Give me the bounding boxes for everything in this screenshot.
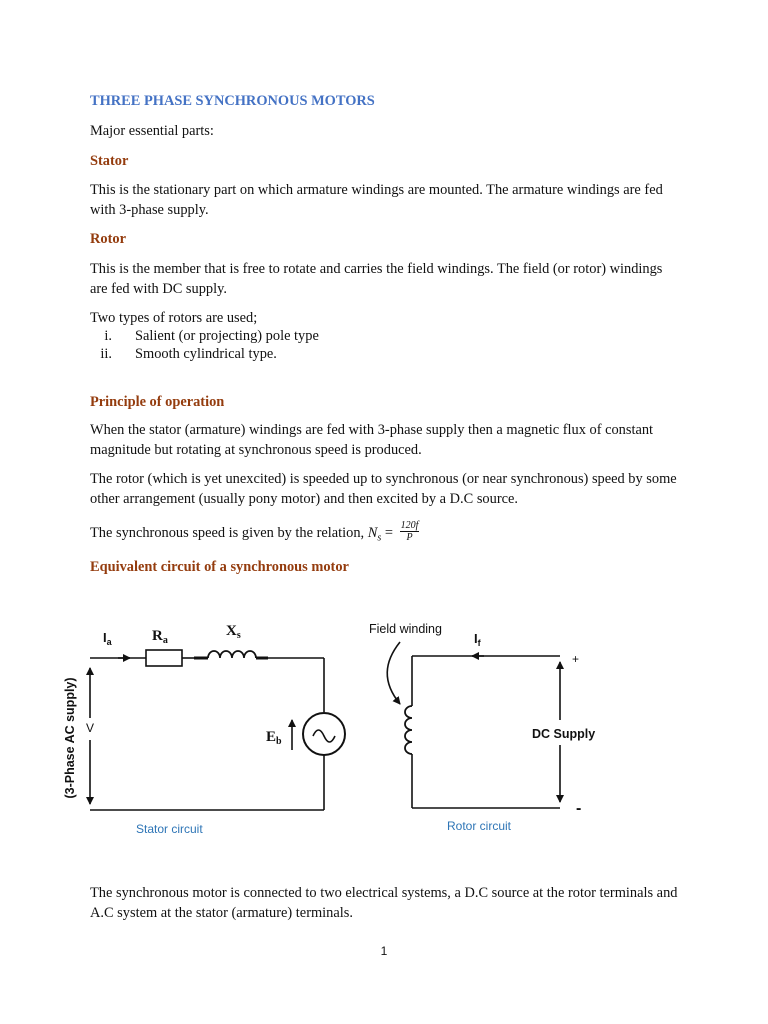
formula-denominator: P: [406, 532, 413, 543]
intro-text: Major essential parts:: [90, 123, 214, 139]
ra-resistor: [146, 650, 182, 666]
field-winding-label: Field winding: [369, 622, 442, 636]
stator-heading: Stator: [90, 153, 129, 169]
list-item-text: Smooth cylindrical type.: [135, 346, 277, 362]
document-title: THREE PHASE SYNCHRONOUS MOTORS: [90, 93, 375, 109]
eb-source: [303, 713, 345, 755]
formula-ns: N: [367, 524, 378, 541]
if-label: $I_f$: [474, 631, 481, 648]
eb-label: $E_b$: [266, 729, 282, 747]
closing-paragraph: The synchronous motor is connected to two electrical systems, a D.C source at the rotor terminals and A.C system at the stator (armature) terminals.: [90, 885, 678, 921]
equivalent-circuit-heading: Equivalent circuit of a synchronous motor: [90, 559, 349, 575]
field-winding-coil: [405, 706, 412, 754]
xs-inductor: [208, 651, 256, 658]
list-item-text: Salient (or projecting) pole type: [135, 328, 319, 344]
rotor-types-intro: Two types of rotors are used;: [90, 310, 258, 326]
ra-label: $R_a$: [152, 628, 168, 646]
ia-label: $I_a$: [103, 630, 112, 647]
plus-label: +: [572, 652, 580, 666]
rotor-circuit: [387, 642, 560, 808]
formula-numerator: 120f: [400, 520, 419, 531]
circuit-labels: [63, 622, 595, 836]
stator-paragraph: This is the stationary part on which armature windings are mounted. The armature windings are fed with 3-phase supply.: [90, 182, 663, 218]
synchronous-speed-text: The synchronous speed is given by the relation,: [90, 524, 365, 541]
v-label: V: [86, 721, 95, 735]
stator-circuit: [90, 650, 345, 810]
supply-label: (3-Phase AC supply): [63, 677, 77, 799]
minus-label: -: [576, 800, 582, 817]
field-winding-pointer: [387, 642, 400, 704]
list-item-number: i.: [104, 328, 112, 344]
rotor-circuit-caption: Rotor circuit: [447, 819, 512, 833]
rotor-paragraph: This is the member that is free to rotate and carries the field windings. The field (or rotor) windings are fed with DC supply.: [90, 261, 663, 297]
rotor-heading: Rotor: [90, 231, 126, 247]
stator-circuit-caption: Stator circuit: [136, 822, 203, 836]
ac-wave-icon: [313, 730, 335, 742]
page-number: 1: [380, 944, 388, 958]
formula-equals: =: [384, 524, 394, 541]
principle-paragraph-1: When the stator (armature) windings are fed with 3-phase supply then a magnetic flux of constant magnitude but rotating at synchronous speed is produced.: [90, 422, 654, 458]
list-item-number: ii.: [100, 346, 112, 362]
principle-paragraph-2: The rotor (which is yet unexcited) is speeded up to synchronous (or near synchronous) speed by some other arrangement (usually pony motor) and then excited by a D.C source.: [90, 471, 677, 507]
principle-heading: Principle of operation: [90, 394, 225, 410]
formula-ns-sub: s: [377, 532, 382, 544]
xs-label: $X_s$: [226, 623, 241, 641]
dc-supply-label: DC Supply: [532, 727, 596, 741]
